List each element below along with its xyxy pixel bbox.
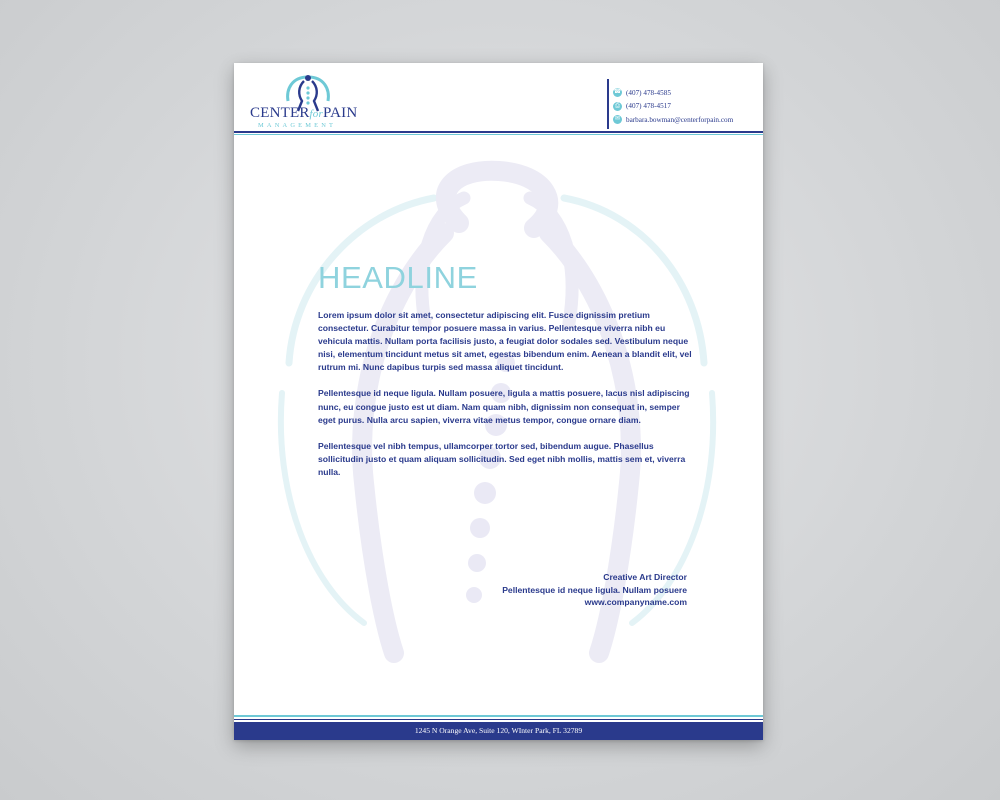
signature-line: Pellentesque id neque ligula. Nullam posuere	[502, 584, 687, 595]
logo-word-pain: PAIN	[322, 105, 358, 121]
contact-fax: (407) 478-4517	[626, 102, 671, 110]
contact-divider	[607, 79, 609, 129]
letter-body	[318, 309, 698, 492]
letter-headline: HEADLINE	[318, 260, 478, 295]
header-rule	[234, 131, 763, 133]
contact-phone: (407) 478-4585	[626, 88, 671, 97]
logo-word-for: for	[309, 108, 323, 120]
body-paragraph-3: Pellentesque vel nibh tempus, ullamcorper tortor sed, bibendum augue. Phasellus sollicitudin justo et quam aliquam sollicitudin. Sed eget nibh mollis, mattis sem et, viverra nulla.	[318, 440, 686, 477]
signature-title: Creative Art Director	[603, 572, 687, 582]
footer-rule	[234, 719, 763, 720]
contact-phone-row	[613, 86, 733, 99]
header-rule-accent	[234, 134, 763, 135]
body-paragraph-1: Lorem ipsum dolor sit amet, consectetur adipiscing elit. Fusce dignissim pretium consectetur. Curabitur tempor posuere massa in varius. Pellentesque viverra nibh eu vehicula mattis. Nullam porta facilisis justo, a feugiat dolor sodales sed. Vestibulum neque nisi, elementum tincidunt metus sit amet, egestas bibendum enim. Aenean a blandit elit, vel rutrum mi. Nunc dapibus turpis sed massa aliquet tincidunt.	[318, 310, 692, 373]
body-paragraph-2: Pellentesque id neque ligula. Nullam posuere, ligula a mattis posuere, lacus nisl adipiscing nunc, eu congue justo est ut diam. Nam quam nibh, dignissim non consequat in, semper eget purus. Nulla arcu sapien, viverra vitae metus tempor, congue ornare diam.	[318, 388, 690, 425]
letterhead-page	[234, 63, 763, 740]
logo-wordmark	[250, 105, 357, 122]
signature-block	[444, 571, 687, 609]
footer-address: 1245 N Orange Ave, Suite 120, WInter Park, FL 32789	[414, 726, 583, 735]
contact-email-row	[613, 113, 733, 126]
email-icon: ✉	[614, 116, 621, 122]
contact-block	[613, 86, 733, 127]
logo-word-center: CENTER	[250, 105, 310, 121]
contact-email: barbara.bowman@centerforpain.com	[626, 115, 734, 124]
contact-fax-row	[613, 100, 733, 113]
logo-subtitle: MANAGEMENT	[258, 122, 337, 129]
footer-address-bar	[234, 722, 763, 740]
footer-rule-accent	[234, 715, 763, 717]
fax-icon: ⎙	[613, 102, 622, 111]
signature-website: www.companyname.com	[584, 597, 687, 608]
phone-icon: ☎	[613, 89, 622, 95]
